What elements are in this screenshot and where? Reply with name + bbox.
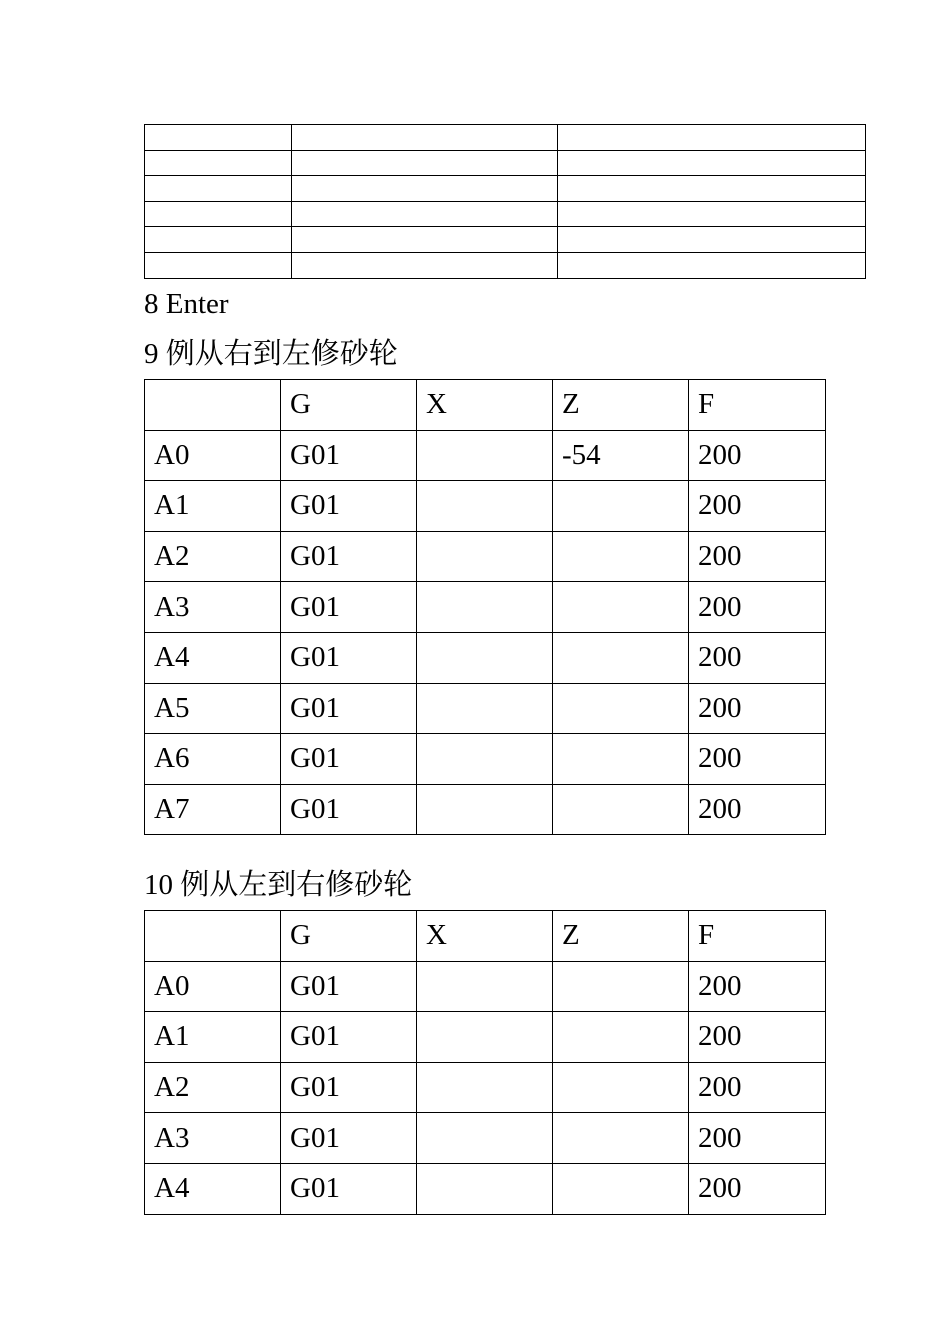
table-row <box>145 1062 826 1113</box>
table-cell: G01 <box>281 784 417 835</box>
table-cell <box>417 531 553 582</box>
blank-table-row <box>145 150 866 176</box>
table-cell <box>417 481 553 532</box>
table-cell: G01 <box>281 632 417 683</box>
table-cell: A4 <box>145 1163 281 1214</box>
table-cell: A2 <box>145 1062 281 1113</box>
blank-table-cell <box>558 150 866 176</box>
blank-table-cell <box>145 125 292 151</box>
column-header: Z <box>553 911 689 962</box>
blank-table-cell <box>145 150 292 176</box>
table-cell <box>553 531 689 582</box>
table-cell: A1 <box>145 481 281 532</box>
table-cell: G01 <box>281 430 417 481</box>
table-cell <box>417 582 553 633</box>
table-cell: 200 <box>689 1163 826 1214</box>
table-cell: A4 <box>145 632 281 683</box>
section-10-heading: 10 例从左到右修砂轮 <box>144 869 413 901</box>
table-cell: A3 <box>145 1113 281 1164</box>
table-cell: A3 <box>145 582 281 633</box>
column-header: F <box>689 380 826 431</box>
table-cell <box>417 734 553 785</box>
table-row <box>145 961 826 1012</box>
blank-table-cell <box>292 150 558 176</box>
table-cell: G01 <box>281 1163 417 1214</box>
blank-table-cell <box>558 176 866 202</box>
table-cell <box>553 481 689 532</box>
table-cell: G01 <box>281 683 417 734</box>
table-cell: 200 <box>689 734 826 785</box>
table-row <box>145 481 826 532</box>
table-cell: 200 <box>689 1113 826 1164</box>
column-header: X <box>417 380 553 431</box>
table-cell: -54 <box>553 430 689 481</box>
blank-table-cell <box>145 227 292 253</box>
table-cell <box>553 1163 689 1214</box>
table-row <box>145 734 826 785</box>
column-header <box>145 911 281 962</box>
table-cell <box>553 734 689 785</box>
table-cell: G01 <box>281 961 417 1012</box>
table-cell <box>553 582 689 633</box>
table-cell <box>553 1012 689 1063</box>
table-cell: A0 <box>145 961 281 1012</box>
table-header-row <box>145 380 826 431</box>
column-header: Z <box>553 380 689 431</box>
blank-table-cell <box>558 201 866 227</box>
table-cell: A0 <box>145 430 281 481</box>
table-cell: A5 <box>145 683 281 734</box>
table-cell <box>417 1113 553 1164</box>
table-cell <box>553 784 689 835</box>
table-cell <box>553 961 689 1012</box>
table-cell: G01 <box>281 1062 417 1113</box>
table-cell: 200 <box>689 1062 826 1113</box>
table-row <box>145 1113 826 1164</box>
table-cell <box>417 1163 553 1214</box>
table-cell: G01 <box>281 582 417 633</box>
table-cell: G01 <box>281 1012 417 1063</box>
table-cell: 200 <box>689 683 826 734</box>
blank-table-body <box>145 125 866 279</box>
table-cell: A1 <box>145 1012 281 1063</box>
table-cell: 200 <box>689 582 826 633</box>
blank-table-row <box>145 201 866 227</box>
table-cell: 200 <box>689 481 826 532</box>
blank-table-row <box>145 252 866 278</box>
blank-table-cell <box>145 252 292 278</box>
table-row <box>145 632 826 683</box>
section-10-table <box>144 910 826 1215</box>
section-10-table-body <box>145 911 826 1215</box>
blank-table-cell <box>145 201 292 227</box>
table-cell <box>553 683 689 734</box>
section-9-table-body <box>145 380 826 835</box>
column-header: G <box>281 911 417 962</box>
table-cell: G01 <box>281 1113 417 1164</box>
table-row <box>145 1163 826 1214</box>
section-9-heading: 9 例从右到左修砂轮 <box>144 338 398 370</box>
table-cell <box>417 683 553 734</box>
table-cell: G01 <box>281 531 417 582</box>
table-cell <box>417 632 553 683</box>
column-header: F <box>689 911 826 962</box>
section-8-heading: 8 Enter <box>144 288 229 320</box>
table-cell <box>553 1062 689 1113</box>
table-cell <box>553 632 689 683</box>
table-cell: A2 <box>145 531 281 582</box>
table-header-row <box>145 911 826 962</box>
blank-table <box>144 124 866 279</box>
table-cell: G01 <box>281 481 417 532</box>
table-row <box>145 683 826 734</box>
table-cell <box>417 430 553 481</box>
table-cell <box>417 1012 553 1063</box>
table-cell: 200 <box>689 1012 826 1063</box>
blank-table-cell <box>292 252 558 278</box>
table-cell: A6 <box>145 734 281 785</box>
table-cell: G01 <box>281 734 417 785</box>
blank-table-row <box>145 125 866 151</box>
table-cell: 200 <box>689 430 826 481</box>
table-cell <box>553 1113 689 1164</box>
table-cell: 200 <box>689 531 826 582</box>
table-row <box>145 430 826 481</box>
blank-table-cell <box>292 125 558 151</box>
column-header: X <box>417 911 553 962</box>
table-cell <box>417 961 553 1012</box>
blank-table-cell <box>558 252 866 278</box>
blank-table-cell <box>292 227 558 253</box>
table-cell: A7 <box>145 784 281 835</box>
blank-table-cell <box>292 176 558 202</box>
blank-table-row <box>145 227 866 253</box>
table-cell: 200 <box>689 632 826 683</box>
blank-table-cell <box>145 176 292 202</box>
blank-table-cell <box>558 227 866 253</box>
table-cell <box>417 1062 553 1113</box>
table-cell <box>417 784 553 835</box>
column-header: G <box>281 380 417 431</box>
section-9-table <box>144 379 826 835</box>
blank-table-cell <box>558 125 866 151</box>
table-cell: 200 <box>689 784 826 835</box>
blank-table-cell <box>292 201 558 227</box>
table-row <box>145 582 826 633</box>
table-row <box>145 1012 826 1063</box>
blank-table-row <box>145 176 866 202</box>
table-cell: 200 <box>689 961 826 1012</box>
column-header <box>145 380 281 431</box>
table-row <box>145 531 826 582</box>
table-row <box>145 784 826 835</box>
